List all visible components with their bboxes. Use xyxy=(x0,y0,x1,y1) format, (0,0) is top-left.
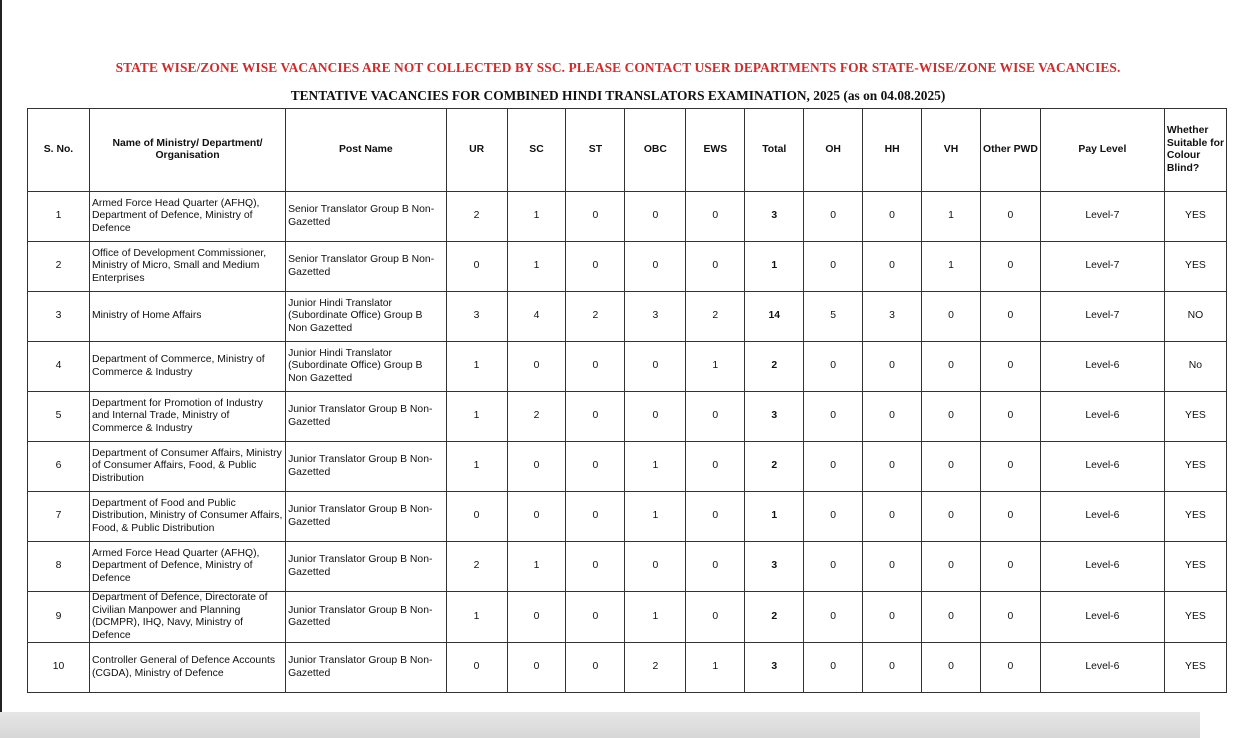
cell-pay-level: Level-6 xyxy=(1040,342,1164,392)
cell-other-pwd: 0 xyxy=(980,342,1040,392)
cell-obc: 0 xyxy=(625,192,686,242)
cell-total: 2 xyxy=(745,592,804,643)
cell-post: Junior Hindi Translator (Subordinate Office) Group B Non Gazetted xyxy=(286,292,447,342)
cell-total: 3 xyxy=(745,192,804,242)
cell-vh: 0 xyxy=(922,542,981,592)
cell-pay-level: Level-7 xyxy=(1040,192,1164,242)
cell-pay-level: Level-6 xyxy=(1040,442,1164,492)
cell-ur: 2 xyxy=(446,192,507,242)
col-header-other-pwd: Other PWD xyxy=(980,109,1040,192)
cell-other-pwd: 0 xyxy=(980,442,1040,492)
cell-colour-blind: YES xyxy=(1164,392,1226,442)
col-header-colour-blind: Whether Suitable for Colour Blind? xyxy=(1164,109,1226,192)
table-row xyxy=(28,242,1227,292)
table-row xyxy=(28,342,1227,392)
notice-text: STATE WISE/ZONE WISE VACANCIES ARE NOT COLLECTED BY SSC. PLEASE CONTACT USER DEPARTMENTS FOR STATE-WISE/ZONE WISE VACANCIES. xyxy=(115,60,1121,75)
cell-post: Junior Translator Group B Non-Gazetted xyxy=(286,592,447,643)
cell-sc: 1 xyxy=(507,242,566,292)
cell-hh: 0 xyxy=(863,342,922,392)
col-header-sc: SC xyxy=(507,109,566,192)
cell-colour-blind: YES xyxy=(1164,643,1226,693)
cell-ministry: Department for Promotion of Industry and Internal Trade, Ministry of Commerce & Industry xyxy=(89,392,285,442)
col-header-hh: HH xyxy=(863,109,922,192)
cell-post: Senior Translator Group B Non-Gazetted xyxy=(286,192,447,242)
cell-colour-blind: YES xyxy=(1164,192,1226,242)
cell-colour-blind: YES xyxy=(1164,542,1226,592)
cell-total: 14 xyxy=(745,292,804,342)
cell-obc: 1 xyxy=(625,492,686,542)
cell-sno: 7 xyxy=(28,492,90,542)
cell-ur: 2 xyxy=(446,542,507,592)
cell-ur: 3 xyxy=(446,292,507,342)
cell-pay-level: Level-6 xyxy=(1040,542,1164,592)
cell-sc: 1 xyxy=(507,192,566,242)
cell-post: Junior Translator Group B Non-Gazetted xyxy=(286,643,447,693)
cell-vh: 0 xyxy=(922,492,981,542)
cell-vh: 0 xyxy=(922,392,981,442)
bottom-shadow xyxy=(0,712,1200,738)
cell-sc: 0 xyxy=(507,592,566,643)
cell-ews: 0 xyxy=(686,592,745,643)
table-row xyxy=(28,392,1227,442)
cell-st: 2 xyxy=(566,292,625,342)
col-header-post: Post Name xyxy=(286,109,447,192)
cell-hh: 0 xyxy=(863,643,922,693)
table-row xyxy=(28,492,1227,542)
cell-ur: 1 xyxy=(446,442,507,492)
cell-oh: 0 xyxy=(804,342,863,392)
cell-sc: 0 xyxy=(507,442,566,492)
cell-ministry: Office of Development Commissioner, Ministry of Micro, Small and Medium Enterprises xyxy=(89,242,285,292)
cell-vh: 1 xyxy=(922,192,981,242)
table-row xyxy=(28,192,1227,242)
cell-colour-blind: YES xyxy=(1164,492,1226,542)
cell-total: 2 xyxy=(745,342,804,392)
cell-ur: 1 xyxy=(446,592,507,643)
cell-st: 0 xyxy=(566,342,625,392)
cell-pay-level: Level-6 xyxy=(1040,643,1164,693)
left-border-line xyxy=(0,0,2,738)
cell-oh: 0 xyxy=(804,592,863,643)
cell-vh: 0 xyxy=(922,592,981,643)
cell-hh: 0 xyxy=(863,492,922,542)
cell-sno: 10 xyxy=(28,643,90,693)
cell-post: Junior Translator Group B Non-Gazetted xyxy=(286,442,447,492)
cell-colour-blind: YES xyxy=(1164,242,1226,292)
cell-sno: 5 xyxy=(28,392,90,442)
cell-ur: 1 xyxy=(446,342,507,392)
cell-oh: 0 xyxy=(804,242,863,292)
cell-total: 3 xyxy=(745,392,804,442)
cell-obc: 0 xyxy=(625,542,686,592)
cell-ministry: Controller General of Defence Accounts (CGDA), Ministry of Defence xyxy=(89,643,285,693)
table-row xyxy=(28,442,1227,492)
cell-oh: 0 xyxy=(804,492,863,542)
cell-obc: 0 xyxy=(625,342,686,392)
cell-vh: 0 xyxy=(922,292,981,342)
cell-sc: 0 xyxy=(507,342,566,392)
cell-vh: 0 xyxy=(922,442,981,492)
cell-other-pwd: 0 xyxy=(980,592,1040,643)
cell-total: 3 xyxy=(745,643,804,693)
cell-sc: 0 xyxy=(507,643,566,693)
col-header-ews: EWS xyxy=(686,109,745,192)
cell-sno: 6 xyxy=(28,442,90,492)
cell-st: 0 xyxy=(566,392,625,442)
col-header-ur: UR xyxy=(446,109,507,192)
cell-ministry: Department of Food and Public Distribution, Ministry of Consumer Affairs, Food, & Public Distribution xyxy=(89,492,285,542)
cell-oh: 0 xyxy=(804,192,863,242)
col-header-st: ST xyxy=(566,109,625,192)
cell-ur: 0 xyxy=(446,643,507,693)
vacancy-table xyxy=(27,108,1227,693)
cell-hh: 0 xyxy=(863,542,922,592)
cell-ministry: Ministry of Home Affairs xyxy=(89,292,285,342)
cell-hh: 0 xyxy=(863,192,922,242)
cell-total: 1 xyxy=(745,492,804,542)
cell-sno: 8 xyxy=(28,542,90,592)
cell-st: 0 xyxy=(566,492,625,542)
cell-ews: 0 xyxy=(686,392,745,442)
cell-sc: 2 xyxy=(507,392,566,442)
cell-obc: 2 xyxy=(625,643,686,693)
cell-ministry: Department of Consumer Affairs, Ministry of Consumer Affairs, Food, & Public Distribution xyxy=(89,442,285,492)
cell-colour-blind: YES xyxy=(1164,592,1226,643)
cell-other-pwd: 0 xyxy=(980,292,1040,342)
cell-obc: 1 xyxy=(625,592,686,643)
cell-pay-level: Level-6 xyxy=(1040,592,1164,643)
col-header-total: Total xyxy=(745,109,804,192)
cell-pay-level: Level-6 xyxy=(1040,392,1164,442)
cell-sno: 2 xyxy=(28,242,90,292)
cell-sno: 1 xyxy=(28,192,90,242)
cell-st: 0 xyxy=(566,643,625,693)
cell-other-pwd: 0 xyxy=(980,242,1040,292)
cell-other-pwd: 0 xyxy=(980,542,1040,592)
cell-ews: 0 xyxy=(686,542,745,592)
cell-sc: 1 xyxy=(507,542,566,592)
cell-sc: 4 xyxy=(507,292,566,342)
cell-oh: 5 xyxy=(804,292,863,342)
cell-other-pwd: 0 xyxy=(980,643,1040,693)
cell-ministry: Armed Force Head Quarter (AFHQ), Department of Defence, Ministry of Defence xyxy=(89,192,285,242)
cell-oh: 0 xyxy=(804,542,863,592)
cell-oh: 0 xyxy=(804,392,863,442)
cell-obc: 0 xyxy=(625,392,686,442)
cell-ur: 1 xyxy=(446,392,507,442)
cell-post: Junior Hindi Translator (Subordinate Office) Group B Non Gazetted xyxy=(286,342,447,392)
cell-ews: 0 xyxy=(686,242,745,292)
col-header-vh: VH xyxy=(922,109,981,192)
cell-hh: 0 xyxy=(863,242,922,292)
cell-hh: 3 xyxy=(863,292,922,342)
cell-total: 3 xyxy=(745,542,804,592)
cell-st: 0 xyxy=(566,442,625,492)
cell-ur: 0 xyxy=(446,242,507,292)
col-header-oh: OH xyxy=(804,109,863,192)
cell-hh: 0 xyxy=(863,442,922,492)
cell-st: 0 xyxy=(566,592,625,643)
cell-obc: 3 xyxy=(625,292,686,342)
cell-vh: 0 xyxy=(922,342,981,392)
vacancy-table-container xyxy=(27,108,1224,693)
cell-post: Senior Translator Group B Non-Gazetted xyxy=(286,242,447,292)
col-header-ministry: Name of Ministry/ Department/ Organisation xyxy=(89,109,285,192)
cell-other-pwd: 0 xyxy=(980,392,1040,442)
cell-other-pwd: 0 xyxy=(980,192,1040,242)
cell-sno: 9 xyxy=(28,592,90,643)
cell-ur: 0 xyxy=(446,492,507,542)
cell-colour-blind: YES xyxy=(1164,442,1226,492)
cell-sno: 3 xyxy=(28,292,90,342)
cell-ministry: Armed Force Head Quarter (AFHQ), Department of Defence, Ministry of Defence xyxy=(89,542,285,592)
col-header-pay-level: Pay Level xyxy=(1040,109,1164,192)
cell-ews: 0 xyxy=(686,192,745,242)
cell-post: Junior Translator Group B Non-Gazetted xyxy=(286,542,447,592)
cell-ews: 2 xyxy=(686,292,745,342)
page-title: TENTATIVE VACANCIES FOR COMBINED HINDI TRANSLATORS EXAMINATION, 2025 (as on 04.08.2025) xyxy=(290,88,946,103)
cell-ministry: Department of Commerce, Ministry of Commerce & Industry xyxy=(89,342,285,392)
cell-vh: 0 xyxy=(922,643,981,693)
cell-sno: 4 xyxy=(28,342,90,392)
cell-st: 0 xyxy=(566,192,625,242)
cell-total: 1 xyxy=(745,242,804,292)
cell-total: 2 xyxy=(745,442,804,492)
table-header-row xyxy=(28,109,1227,192)
cell-post: Junior Translator Group B Non-Gazetted xyxy=(286,392,447,442)
cell-oh: 0 xyxy=(804,643,863,693)
table-row xyxy=(28,592,1227,643)
col-header-sno: S. No. xyxy=(28,109,90,192)
cell-pay-level: Level-7 xyxy=(1040,242,1164,292)
table-row xyxy=(28,292,1227,342)
cell-ews: 0 xyxy=(686,492,745,542)
cell-ews: 1 xyxy=(686,643,745,693)
table-row xyxy=(28,643,1227,693)
cell-colour-blind: No xyxy=(1164,342,1226,392)
cell-pay-level: Level-7 xyxy=(1040,292,1164,342)
cell-sc: 0 xyxy=(507,492,566,542)
cell-ministry: Department of Defence, Directorate of Civilian Manpower and Planning (DCMPR), IHQ, Navy, Ministry of Defence xyxy=(89,592,285,643)
cell-oh: 0 xyxy=(804,442,863,492)
col-header-obc: OBC xyxy=(625,109,686,192)
cell-st: 0 xyxy=(566,242,625,292)
cell-other-pwd: 0 xyxy=(980,492,1040,542)
cell-post: Junior Translator Group B Non-Gazetted xyxy=(286,492,447,542)
cell-hh: 0 xyxy=(863,392,922,442)
cell-ews: 1 xyxy=(686,342,745,392)
cell-obc: 1 xyxy=(625,442,686,492)
cell-hh: 0 xyxy=(863,592,922,643)
cell-pay-level: Level-6 xyxy=(1040,492,1164,542)
cell-obc: 0 xyxy=(625,242,686,292)
cell-colour-blind: NO xyxy=(1164,292,1226,342)
table-row xyxy=(28,542,1227,592)
cell-vh: 1 xyxy=(922,242,981,292)
cell-ews: 0 xyxy=(686,442,745,492)
cell-st: 0 xyxy=(566,542,625,592)
